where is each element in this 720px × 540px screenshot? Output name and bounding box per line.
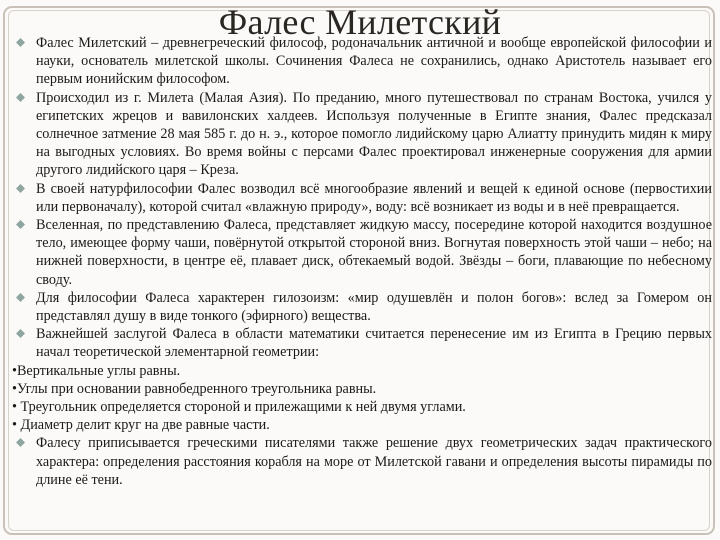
list-item-text: Происходил из г. Милета (Малая Азия). По преданию, много путешествовал по странам Востока, учился у египетских жрецов и вавилонских халдеев. Используя полученные в Египте знания, Фалес предсказал солнечное затмение 28 мая 585 г. до н. э., которое помогло лидийскому царю Алиатту принудить мидян к миру на выгодных условиях. Во время войны с персами Фалес проектировал инженерные сооружения для армии другого лидийского царя – Креза. (36, 89, 712, 179)
list-item-text: •Углы при основании равнобедренного треугольника равны. (12, 380, 377, 397)
list-item (12, 434, 712, 489)
diamond-bullet-icon (16, 38, 25, 47)
list-item (12, 416, 712, 434)
list-item-text: • Треугольник определяется стороной и прилежащими к ней двумя углами. (12, 399, 466, 416)
diamond-bullet-icon (16, 184, 25, 193)
list-item-text: В своей натурфилософии Фалес возводил всё многообразие явлений и вещей к единой основе (первостихии или первоначалу), которой считал «влажную природу», воду: всё возникает из воды и в неё превращается. (36, 180, 712, 215)
bullet-list (12, 34, 712, 489)
list-item (12, 34, 712, 89)
list-item-text: •Вертикальные углы равны. (12, 362, 181, 379)
list-item (12, 289, 712, 325)
diamond-bullet-icon (16, 93, 25, 102)
list-item (12, 216, 712, 289)
list-item (12, 398, 712, 416)
list-item (12, 380, 712, 398)
list-item-text: Для философии Фалеса характерен гилозоизм: «мир одушевлён и полон богов»: вслед за Гомером он представлял душу в виде тонкого (эфирного) вещества. (36, 289, 712, 325)
list-item-text: Вселенная, по представлению Фалеса, представляет жидкую массу, посередине которой находится воздушное тело, имеющее форму чаши, повёрнутой открытой стороной вниз. Вогнутая поверхность этой чаши – небо; на нижней поверхности, в центре её, плавает диск, обтекаемый водой. Звёзды – боги, плавающие по небесному своду. (36, 217, 712, 288)
list-item-text: • Диаметр делит круг на две равные части. (12, 417, 270, 434)
diamond-bullet-icon (16, 329, 25, 338)
diamond-bullet-icon (16, 220, 25, 229)
list-item (12, 180, 712, 216)
list-item (12, 362, 712, 380)
list-item-text: Важнейшей заслугой Фалеса в области математики считается перенесение им из Египта в Грецию первых начал теоретической элементарной геометрии: (36, 326, 712, 361)
diamond-bullet-icon (16, 438, 25, 447)
list-item-text: Фалес Милетский – древнегреческий философ, родоначальник античной и вообще европейской философии и науки, основатель милетской школы. Сочинения Фалеса не сохранились, однако Аристотель называет его первым ионийским философом. (36, 35, 712, 88)
slide-title: Фалес Милетский (218, 2, 502, 42)
list-item-text: Фалесу приписывается греческими писателями также решение двух геометрических задач практического характера: определения расстояния корабля на море от Милетской гавани и определения высоты пирамиды по длине её тени. (36, 435, 712, 488)
list-item (12, 325, 712, 361)
diamond-bullet-icon (16, 293, 25, 302)
list-item (12, 89, 712, 180)
